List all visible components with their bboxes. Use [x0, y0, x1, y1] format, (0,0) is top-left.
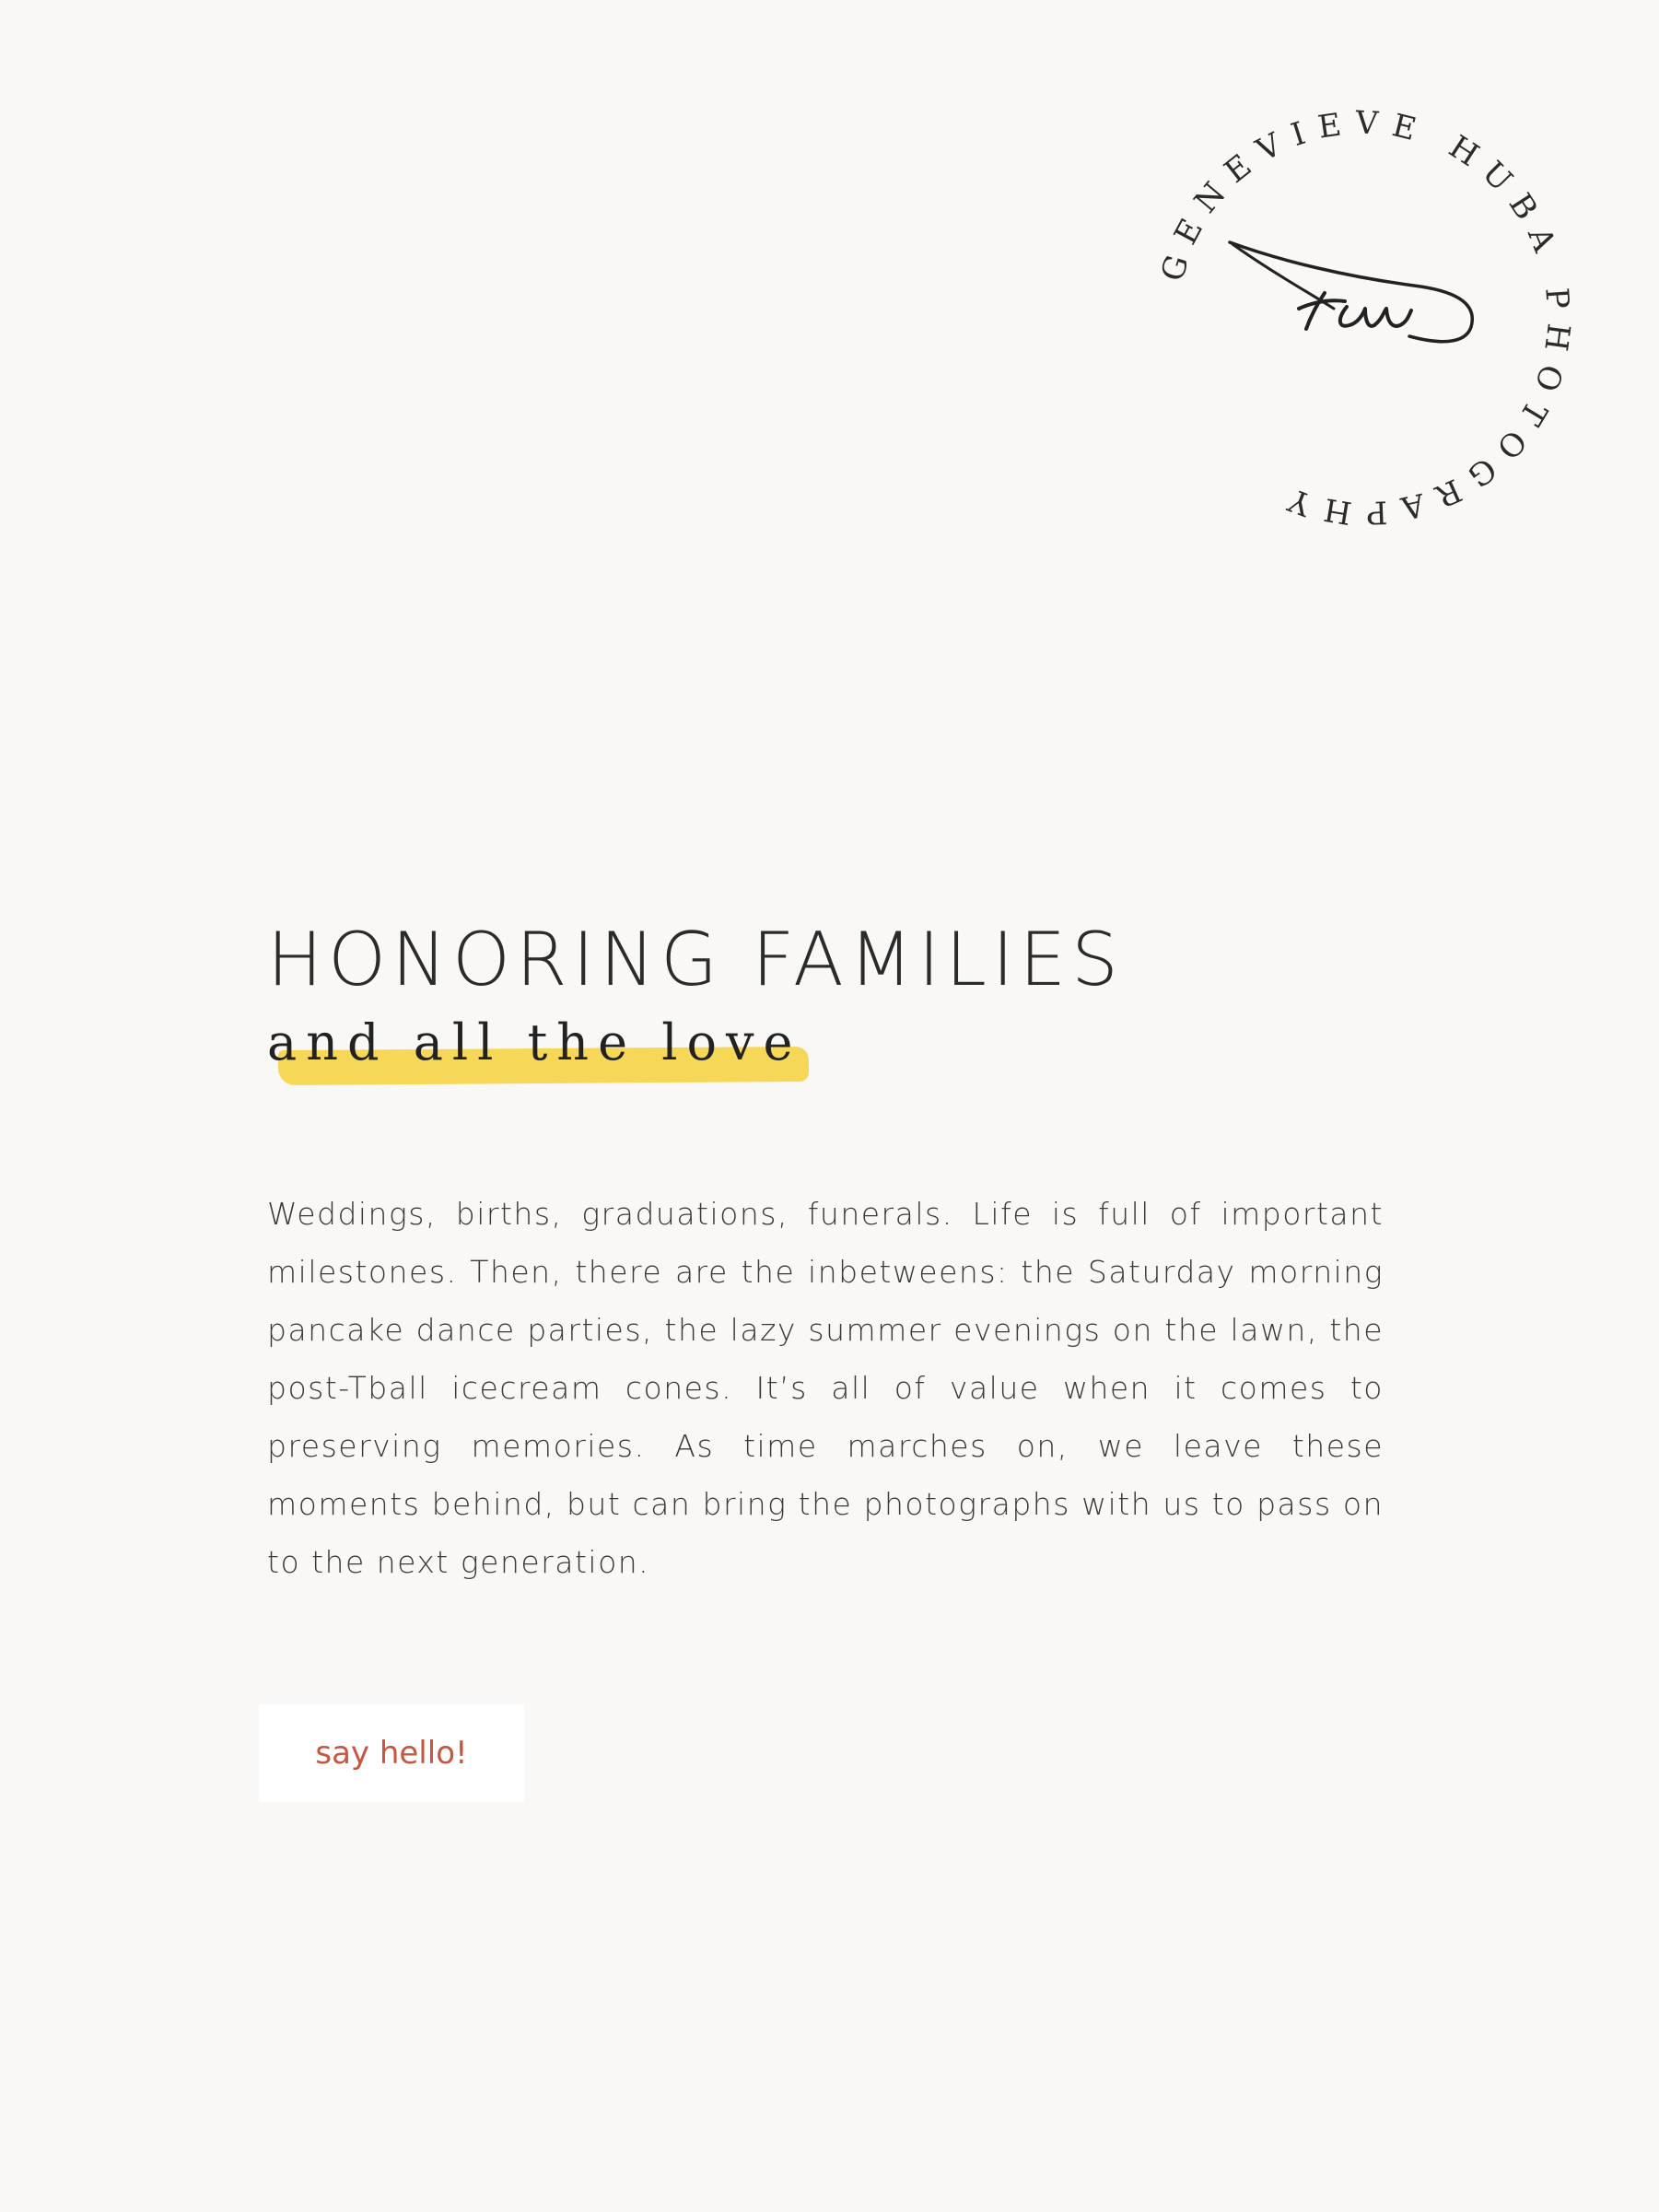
page-subhead: and all the love [267, 1013, 802, 1071]
brand-seal-logo [1133, 88, 1594, 548]
wing-signature-icon [1230, 242, 1472, 342]
page-headline: HONORING FAMILIES [267, 917, 1124, 1002]
seal-circular-text: GENEVIEVE HUBA PHOTOGRAPHY [1153, 104, 1577, 532]
subhead-block [267, 1006, 801, 1080]
say-hello-button[interactable]: say hello! [259, 1704, 524, 1802]
main-content [267, 914, 1384, 1591]
seal-svg [1133, 88, 1594, 548]
intro-paragraph: Weddings, births, graduations, funerals. Life is full of important milestones. Then, there are the inbetweens: the Saturday morning pancake dance parties, the lazy summer evenings on the lawn, the post-Tball icecream cones. It’s all of value when it comes to preserving memories. As time marches on, we leave these moments behind, but can bring the photographs with us to pass on to the next generation. [267, 1196, 1384, 1580]
